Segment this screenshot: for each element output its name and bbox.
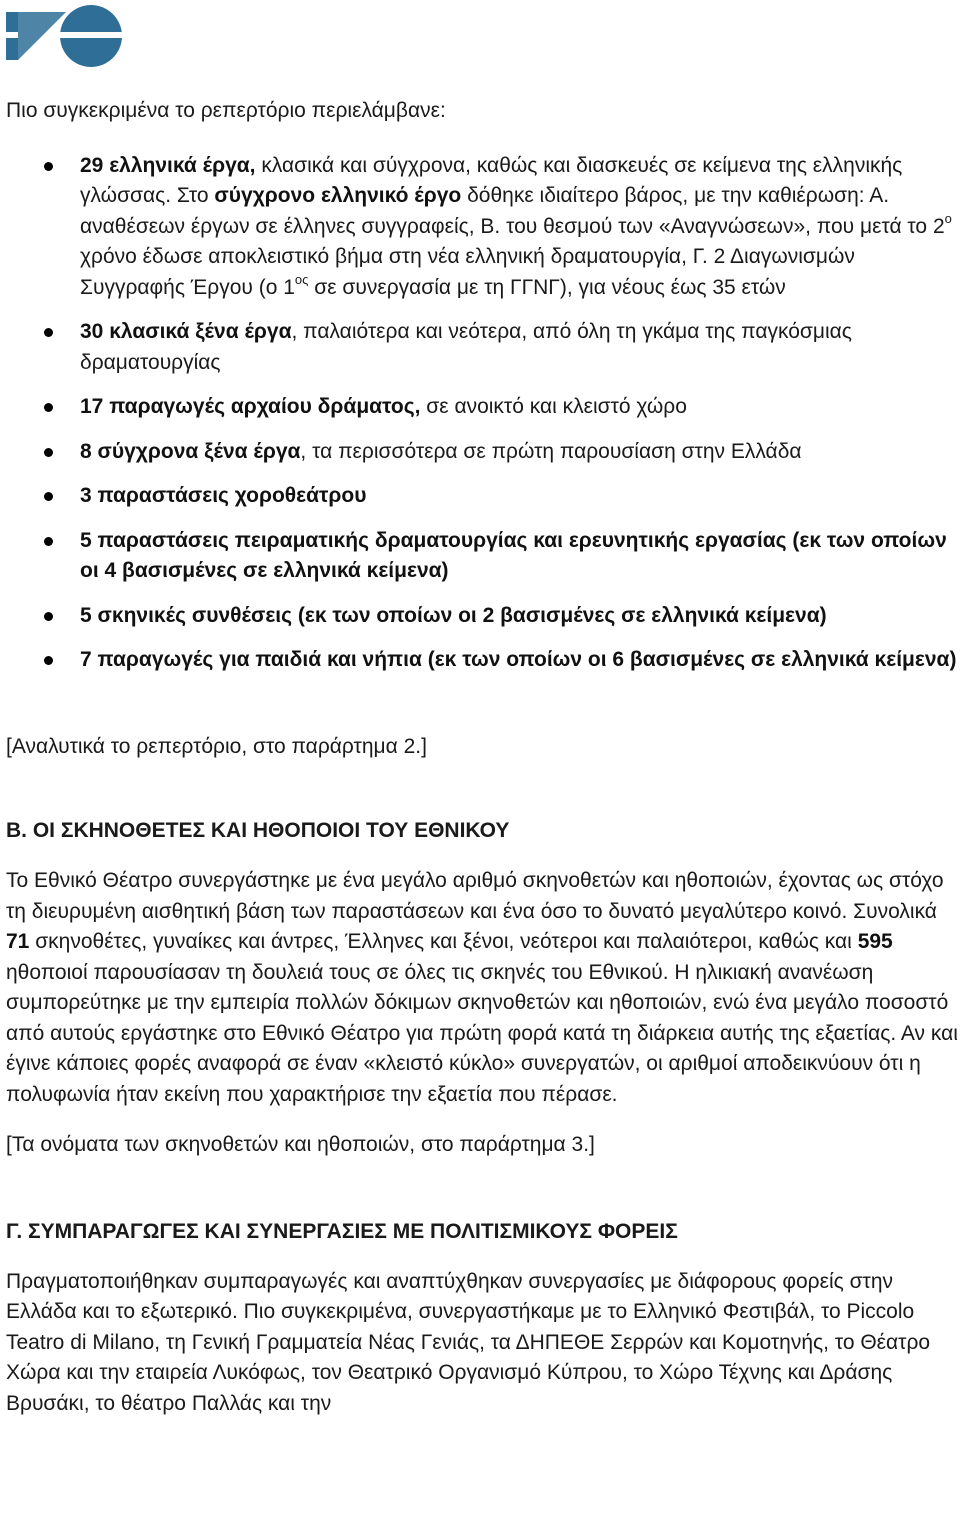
list-item [6, 481, 958, 512]
item-text: σε ανοικτό και κλειστό χώρο [420, 395, 687, 418]
section-heading-g: Γ. ΣΥΜΠΑΡΑΓΩΓΕΣ ΚΑΙ ΣΥΝΕΡΓΑΣΙΕΣ ΜΕ ΠΟΛΙΤΙΣΜΙΚΟΥΣ ΦΟΡΕΙΣ [6, 1219, 678, 1243]
bold-text: 17 παραγωγές αρχαίου δράματος, [80, 395, 421, 418]
bold-text: 7 παραγωγές για παιδιά και νήπια (εκ των οποίων οι 6 βασισμένες σε ελληνικά κείμενα) [80, 648, 957, 671]
item-text: κλασικά και σύγχρονα, καθώς και διασκευές σε κείμενα της ελληνικής γλώσσας. Στο [80, 153, 903, 207]
paragraph-text: σκηνοθέτες, γυναίκες και άντρες, Έλληνες και ξένοι, νεότεροι και παλαιότεροι, καθώς και [29, 930, 858, 953]
list-item [6, 317, 958, 378]
bold-text: 5 σκηνικές συνθέσεις (εκ των οποίων οι 2 βασισμένες σε ελληνικά κείμενα) [80, 603, 827, 627]
appendix-reference: [Τα ονόματα των σκηνοθετών και ηθοποιών, στο παράρτημα 3.] [6, 1133, 595, 1156]
superscript: ο [944, 210, 952, 226]
paragraph-text: ηθοποιοί παρουσίασαν τη δουλειά τους σε όλες τις σκηνές του Εθνικού. Η ηλικιακή ανανέωση συμπορεύτηκε με την εμπειρία πολλών δόκιμων σκηνοθετών και ηθοποιών, ενώ ένα μεγάλο ποσοστό από αυτούς εργάστηκε στο Εθνικό Θέατρο για πρώτη φορά κατά τη διάρκεια αυτής της εξαετίας. Αν και έγινε κάποιες φορές αναφορά σε έναν «κλειστό κύκλο» συνεργατών, οι αριθμοί αποδεικνύουν ότι η πολυφωνία ήταν εκείνη που χαρακτήρισε την εξαετία που πέρασε. [6, 960, 958, 1106]
list-item [6, 437, 958, 468]
list-item [6, 601, 958, 632]
directors-count: 71 [6, 930, 30, 953]
bold-text: 5 παραστάσεις πειραματικής δραματουργίας και ερευνητικής εργασίας (εκ των οποίων οι 4 βασισμένες σε ελληνικά κείμενα) [80, 528, 947, 582]
item-text: , τα περισσότερα σε πρώτη παρουσίαση στην Ελλάδα [300, 439, 802, 463]
intro-text: Πιο συγκεκριμένα το ρεπερτόριο περιελάμβανε: [6, 99, 446, 122]
list-item [6, 526, 958, 587]
item-text: σε συνεργασία με τη ΓΓΝΓ), για νέους έως 35 ετών [308, 275, 786, 299]
appendix-reference: [Αναλυτικά το ρεπερτόριο, στο παράρτημα 2.] [6, 734, 427, 758]
bold-text: 30 κλασικά ξένα έργα [80, 320, 292, 343]
item-text: χρόνο έδωσε αποκλειστικό βήμα στη νέα ελληνική δραματουργία, Γ. 2 Διαγωνισμών Συγγραφής Έργου (ο 1 [80, 245, 855, 299]
list-item [6, 645, 958, 676]
actors-count: 595 [857, 930, 893, 953]
repertoire-list [6, 151, 958, 676]
superscript: ος [294, 271, 309, 287]
list-item [6, 151, 958, 304]
document-body [6, 96, 958, 1419]
list-item [6, 392, 958, 423]
bold-text: 29 ελληνικά έργα, [80, 153, 256, 177]
section-g-paragraph: Πραγματοποιήθηκαν συμπαραγωγές και αναπτύχθηκαν συνεργασίες με διάφορους φορείς στην Ελλάδα και το εξωτερικό. Πιο συγκεκριμένα, συνεργαστήκαμε με το Ελληνικό Φεστιβάλ, το Piccolo Teatro di Milano, τη Γενική Γραμματεία Νέας Γενιάς, τα ΔΗΠΕΘΕ Σερρών και Κομοτηνής, το Θέατρο Χώρα και την εταιρεία Λυκόφως, τον Θεατρικό Οργανισμό Κύπρου, το Χώρο Τέχνης και Δράσης Βρυσάκι, το θέατρο Παλλάς και την [6, 1269, 931, 1415]
bold-text: 3 παραστάσεις χοροθεάτρου [80, 484, 367, 507]
paragraph-text: Το Εθνικό Θέατρο συνεργάστηκε με ένα μεγάλο αριθμό σκηνοθετών και ηθοποιών, έχοντας ως στόχο τη διευρυμένη αισθητική βάση των παραστάσεων και ένα όσο το δυνατό μεγαλύτερο κοινό. Συνολικά [6, 869, 944, 923]
item-text: , παλαιότερα και νεότερα, από όλη τη γκάμα της παγκόσμιας δραματουργίας [80, 320, 852, 374]
bold-text: σύγχρονο ελληνικό έργο [214, 184, 462, 207]
section-b-paragraph [6, 866, 958, 1110]
item-text: δόθηκε ιδιαίτερο βάρος, με την καθιέρωση: Α. αναθέσεων έργων σε έλληνες συγγραφείς, Β. του θεσμού των «Αναγνώσεων», που μετά το 2 [80, 184, 945, 238]
national-theatre-logo [6, 4, 124, 68]
section-heading-b: Β. ΟΙ ΣΚΗΝΟΘΕΤΕΣ ΚΑΙ ΗΘΟΠΟΙΟΙ ΤΟΥ ΕΘΝΙΚΟΥ [6, 819, 510, 842]
bold-text: 8 σύγχρονα ξένα έργα [80, 439, 301, 463]
